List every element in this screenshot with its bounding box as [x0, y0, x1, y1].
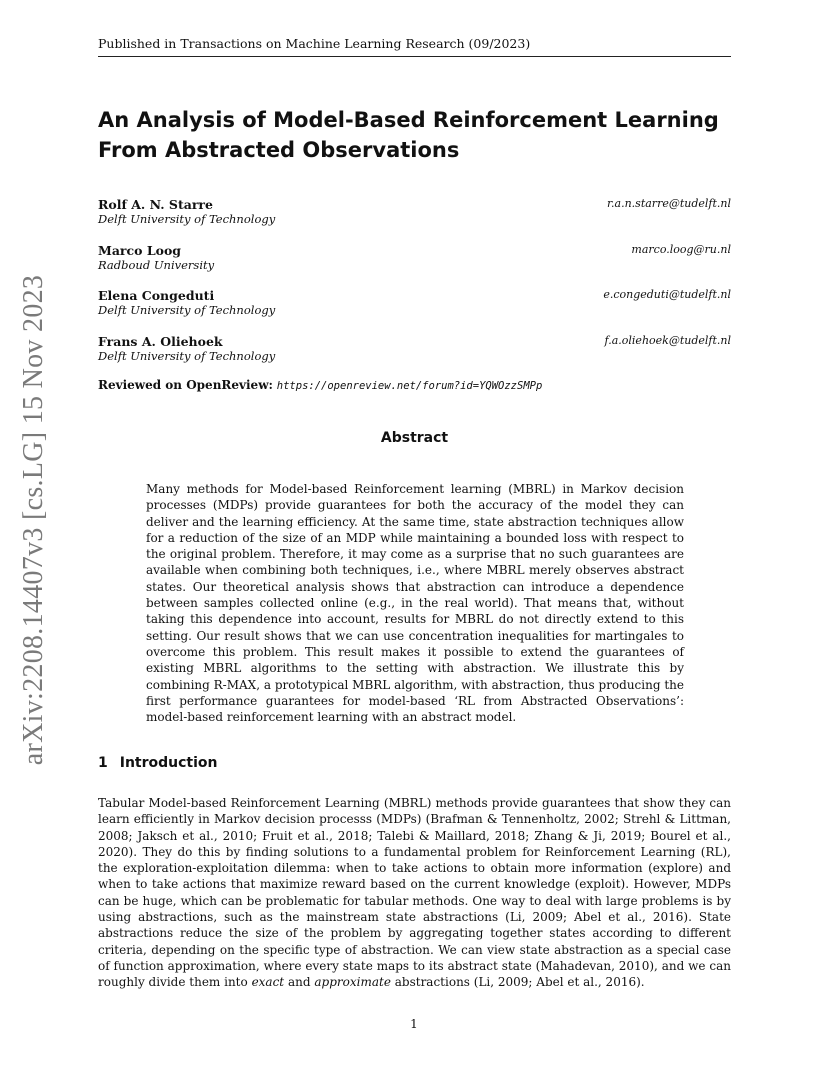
author-affiliation: Delft University of Technology — [98, 349, 276, 363]
section-heading — [98, 755, 218, 771]
paper-title: An Analysis of Model-Based Reinforcement Learning From Abstracted Observations — [98, 108, 719, 162]
author-name: Frans A. Oliehoek — [98, 334, 223, 349]
author-affiliation: Radboud University — [98, 258, 215, 272]
arxiv-stamp: arXiv:2208.14407v3 [cs.LG] 15 Nov 2023 — [18, 274, 49, 766]
emphasis-approximate: approximate — [314, 975, 391, 990]
author-block — [98, 197, 731, 227]
review-line — [98, 378, 542, 392]
openreview-link[interactable]: https://openreview.net/forum?id=YQWOzzSMPp — [276, 380, 543, 392]
author-name: Rolf A. N. Starre — [98, 197, 213, 212]
abstract-text: Many methods for Model-based Reinforcement learning (MBRL) in Markov decision processes (MDPs) provide guarantees for both the accuracy of the model they can deliver and the learning efficiency. At the same time, state abstraction techniques allow for a reduction of the size of an MDP while maintaining a bounded loss with respect to the original problem. Therefore, it may come as a surprise that no such guarantees are available when combining both techniques, i.e., where MBRL merely observes abstract states. Our theoretical analysis shows that abstraction can introduce a dependence between samples collected online (e.g., in the real world). That means that, without taking this dependence into account, results for MBRL do not directly extend to this setting. Our result shows that we can use concentration inequalities for martingales to overcome this problem. This result makes it possible to extend the guarantees of existing MBRL algorithms to the setting with abstraction. We illustrate this by combining R-MAX, a prototypical MBRL algorithm, with abstraction, thus producing the first performance guarantees for model-based ‘RL from Abstracted Observations’: model-based reinforcement learning with an abstract model. — [146, 482, 684, 725]
section-number: 1 — [98, 755, 108, 771]
intro-paragraph — [98, 795, 731, 991]
author-name: Elena Congeduti — [98, 288, 215, 303]
author-email[interactable]: f.a.oliehoek@tudelft.nl — [604, 334, 731, 347]
running-header: Published in Transactions on Machine Learning Research (09/2023) — [98, 36, 731, 57]
intro-text: Tabular Model-based Reinforcement Learning (MBRL) methods provide guarantees that show they can learn efficiently in Markov decision processs (MDPs) (Brafman & Tennenholtz, 2002; Strehl & Littman, 2008; Jaksch et al., 2010; Fruit et al., 2018; Talebi & Maillard, 2018; Zhang & Ji, 2019; Bourel et al., 2020). They do this by finding solutions to a fundamental problem for Reinforcement Learning (RL), the exploration-exploitation dilemma: when to take actions to obtain more information (explore) and when to take actions that maximize reward based on the current knowledge (exploit). However, MDPs can be huge, which can be problematic for tabular methods. One way to deal with large problems is by using abstractions, such as the mainstream state abstractions (Li, 2009; Abel et al., 2016). State abstractions reduce the size of the problem by aggregating together states according to different criteria, depending on the specific type of abstraction. We can view state abstraction as a special case of function approximation, where every state maps to its abstract state (Mahadevan, 2010), and we can roughly divide them into — [98, 796, 731, 990]
author-block — [98, 334, 731, 364]
author-name: Marco Loog — [98, 243, 182, 258]
author-affiliation: Delft University of Technology — [98, 212, 276, 226]
intro-text: and — [287, 975, 311, 990]
author-affiliation: Delft University of Technology — [98, 303, 276, 317]
intro-text: abstractions (Li, 2009; Abel et al., 2016). — [394, 975, 645, 990]
author-block — [98, 288, 731, 318]
section-title: Introduction — [119, 755, 218, 771]
abstract-heading: Abstract — [380, 430, 449, 446]
author-email[interactable]: e.congeduti@tudelft.nl — [603, 288, 731, 301]
emphasis-exact: exact — [251, 975, 285, 990]
review-label: Reviewed on OpenReview: — [98, 378, 273, 392]
author-email[interactable]: r.a.n.starre@tudelft.nl — [607, 197, 731, 210]
author-email[interactable]: marco.loog@ru.nl — [631, 243, 731, 256]
page-number: 1 — [410, 1017, 418, 1031]
author-block — [98, 243, 731, 273]
